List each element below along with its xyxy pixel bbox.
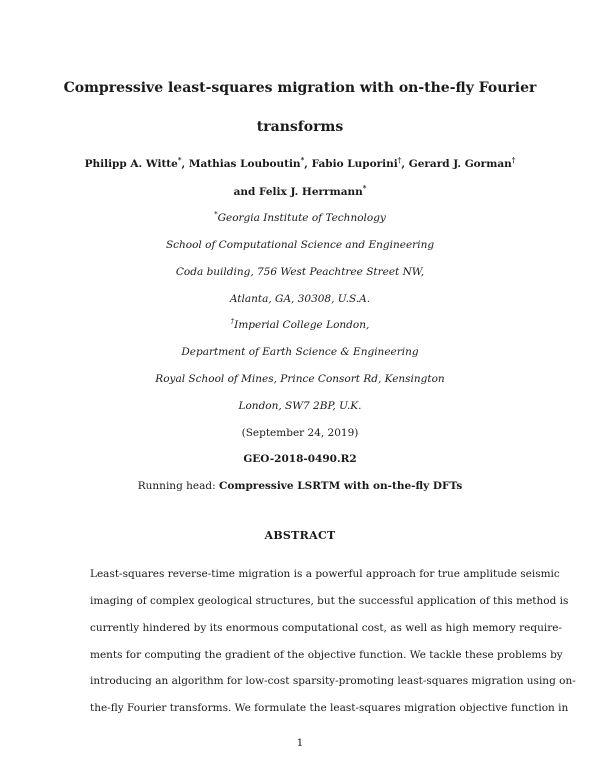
manuscript-id: GEO-2018-0490.R2 [243, 453, 357, 465]
affiliation-text: Georgia Institute of Technology [217, 212, 386, 224]
author-list-line-1 [0, 155, 600, 170]
abstract-line: the-fly Fourier transforms. We formulate the least-squares migration objective function in [90, 702, 569, 714]
affiliation-mark: * [214, 210, 218, 219]
author-name: Gerard J. Gorman [408, 158, 512, 170]
affiliation-mark: † [230, 317, 235, 326]
author-separator: , [401, 158, 409, 170]
affiliation-imperial-city: London, SW7 2BP, U.K. [238, 400, 362, 412]
affiliation-mark: * [362, 183, 367, 193]
affiliation-imperial-name [0, 319, 600, 331]
running-head-label: Running head: [137, 480, 219, 492]
affiliation-mark: * [177, 155, 182, 165]
page-number: 1 [296, 737, 304, 749]
author-name: Fabio Luporini [311, 158, 398, 170]
abstract-line: Least-squares reverse-time migration is a powerful approach for true amplitude seismic [90, 568, 560, 580]
abstract-line: introducing an algorithm for low-cost sparsity-promoting least-squares migration using on- [90, 675, 576, 687]
author-list-line-2 [0, 183, 600, 198]
affiliation-gatech-city: Atlanta, GA, 30308, U.S.A. [229, 293, 371, 305]
affiliation-imperial-school: Royal School of Mines, Prince Consort Rd, Kensington [155, 373, 445, 385]
abstract-line: currently hindered by its enormous computational cost, as well as high memory require- [90, 622, 562, 634]
paper-title-line-2: transforms [256, 119, 344, 135]
abstract-line: ments for computing the gradient of the objective function. We tackle these problems by [90, 649, 563, 661]
abstract-line: imaging of complex geological structures, but the successful application of this method is [90, 595, 569, 607]
running-head [0, 480, 600, 492]
affiliation-mark: † [397, 155, 402, 165]
affiliation-mark: * [300, 155, 305, 165]
author-separator: , [181, 158, 189, 170]
affiliation-mark: † [511, 155, 516, 165]
affiliation-gatech-school: School of Computational Science and Engineering [165, 239, 435, 251]
paper-title-line-1: Compressive least-squares migration with on-the-fly Fourier [63, 80, 537, 96]
abstract-heading: ABSTRACT [264, 529, 336, 542]
author-separator: , [304, 158, 312, 170]
affiliation-gatech-name [0, 212, 600, 224]
paper-date: (September 24, 2019) [241, 427, 359, 439]
author-name: Philipp A. Witte [84, 158, 178, 170]
author-name: Mathias Louboutin [188, 158, 301, 170]
running-head-text: Compressive LSRTM with on-the-fly DFTs [218, 480, 463, 492]
affiliation-imperial-dept: Department of Earth Science & Engineering [181, 346, 419, 358]
affiliation-gatech-building: Coda building, 756 West Peachtree Street NW, [175, 266, 425, 278]
author-conjunction: and [233, 186, 259, 198]
affiliation-text: Imperial College London, [234, 319, 370, 331]
author-name: Felix J. Herrmann [259, 186, 363, 198]
